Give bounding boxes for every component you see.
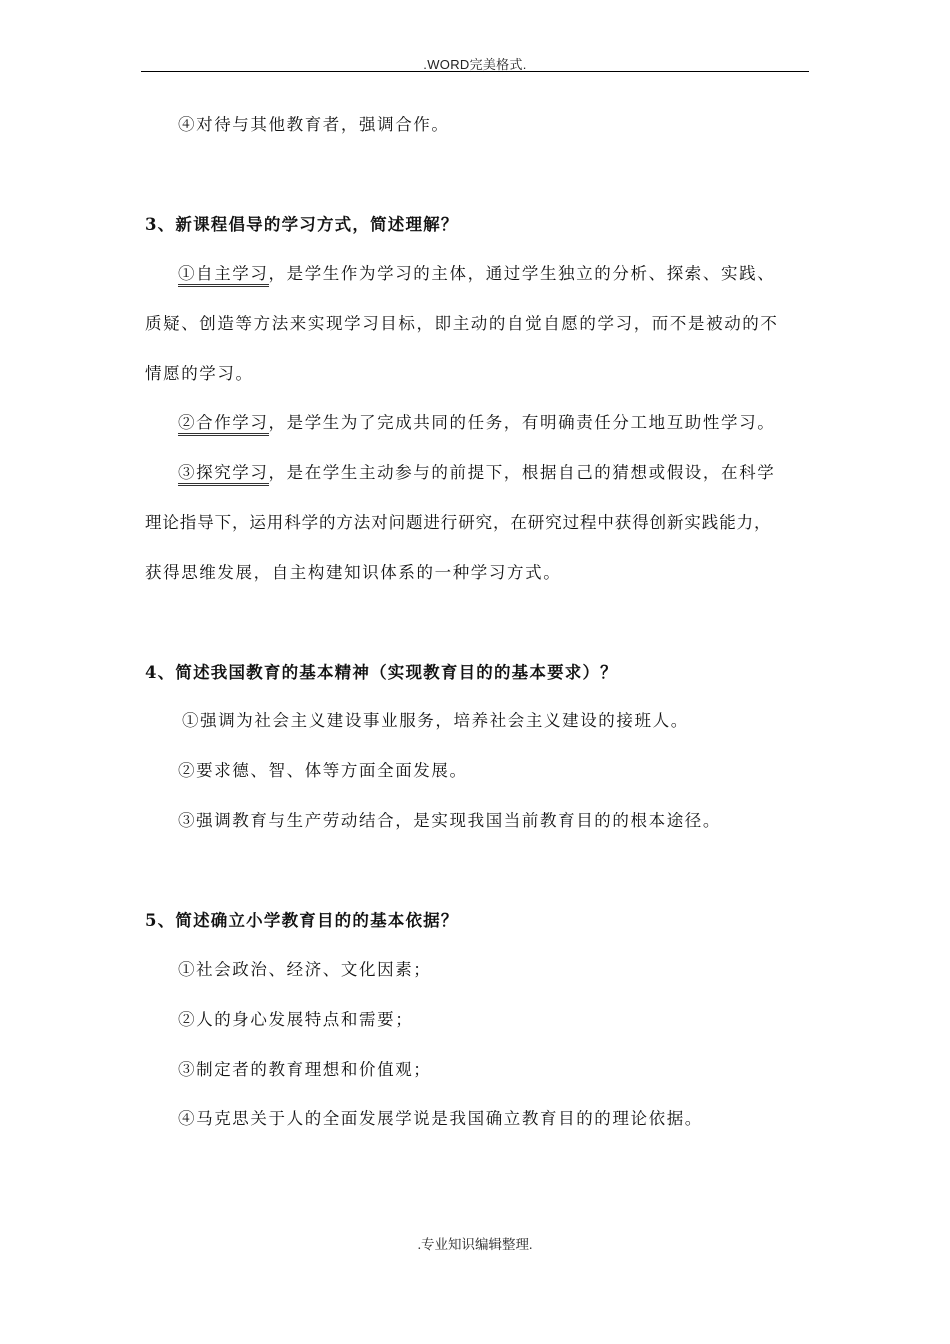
- question-3-title: 3、新课程倡导的学习方式，简述理解？: [145, 215, 459, 234]
- q5-item-3: ③制定者的教育理想和价值观；: [178, 1060, 432, 1079]
- q4-item-2: ②要求德、智、体等方面全面发展。: [178, 761, 468, 780]
- page-footer: .专业知识编辑整理.: [417, 1237, 533, 1252]
- term-autonomous-learning: ①自主学习: [178, 264, 269, 287]
- q3-paragraph-1-line-2: 质疑、创造等方法来实现学习目标，即主动的自觉自愿的学习，而不是被动的不: [145, 314, 779, 333]
- q5-item-2: ②人的身心发展特点和需要；: [178, 1010, 414, 1029]
- q3-paragraph-1-line-3: 情愿的学习。: [145, 364, 254, 383]
- term-cooperative-learning: ②合作学习: [178, 413, 269, 436]
- term-inquiry-learning: ③探究学习: [178, 463, 269, 486]
- q3-p3-line1-text: ，是在学生主动参与的前提下，根据自己的猜想或假设，在科学: [268, 463, 776, 482]
- header-rule: [141, 71, 809, 72]
- question-5-title: 5、简述确立小学教育目的的基本依据？: [145, 911, 459, 930]
- intro-item-4: ④对待与其他教育者，强调合作。: [178, 115, 450, 134]
- header-text: .WORD完美格式.: [423, 57, 527, 72]
- q4-item-3: ③强调教育与生产劳动结合，是实现我国当前教育目的的根本途径。: [178, 811, 721, 830]
- q5-item-1: ①社会政治、经济、文化因素；: [178, 960, 432, 979]
- q3-paragraph-3-line-2: 理论指导下，运用科学的方法对问题进行研究，在研究过程中获得创新实践能力，: [145, 513, 772, 532]
- q3-paragraph-1-line-1: [178, 262, 843, 286]
- q3-paragraph-2: [178, 411, 843, 435]
- q5-item-4: ④马克思关于人的全面发展学说是我国确立教育目的的理论依据。: [178, 1109, 703, 1128]
- question-4-title: 4、简述我国教育的基本精神（实现教育目的的基本要求）？: [145, 663, 618, 682]
- q3-paragraph-3-line-1: [178, 461, 843, 485]
- q3-p1-line1-text: ，是学生作为学习的主体，通过学生独立的分析、探索、实践、: [268, 264, 776, 283]
- q4-item-1: ①强调为社会主义建设事业服务，培养社会主义建设的接班人。: [182, 711, 689, 730]
- q3-paragraph-3-line-3: 获得思维发展，自主构建知识体系的一种学习方式。: [145, 563, 562, 582]
- q3-p2-text: ，是学生为了完成共同的任务，有明确责任分工地互助性学习。: [268, 413, 776, 432]
